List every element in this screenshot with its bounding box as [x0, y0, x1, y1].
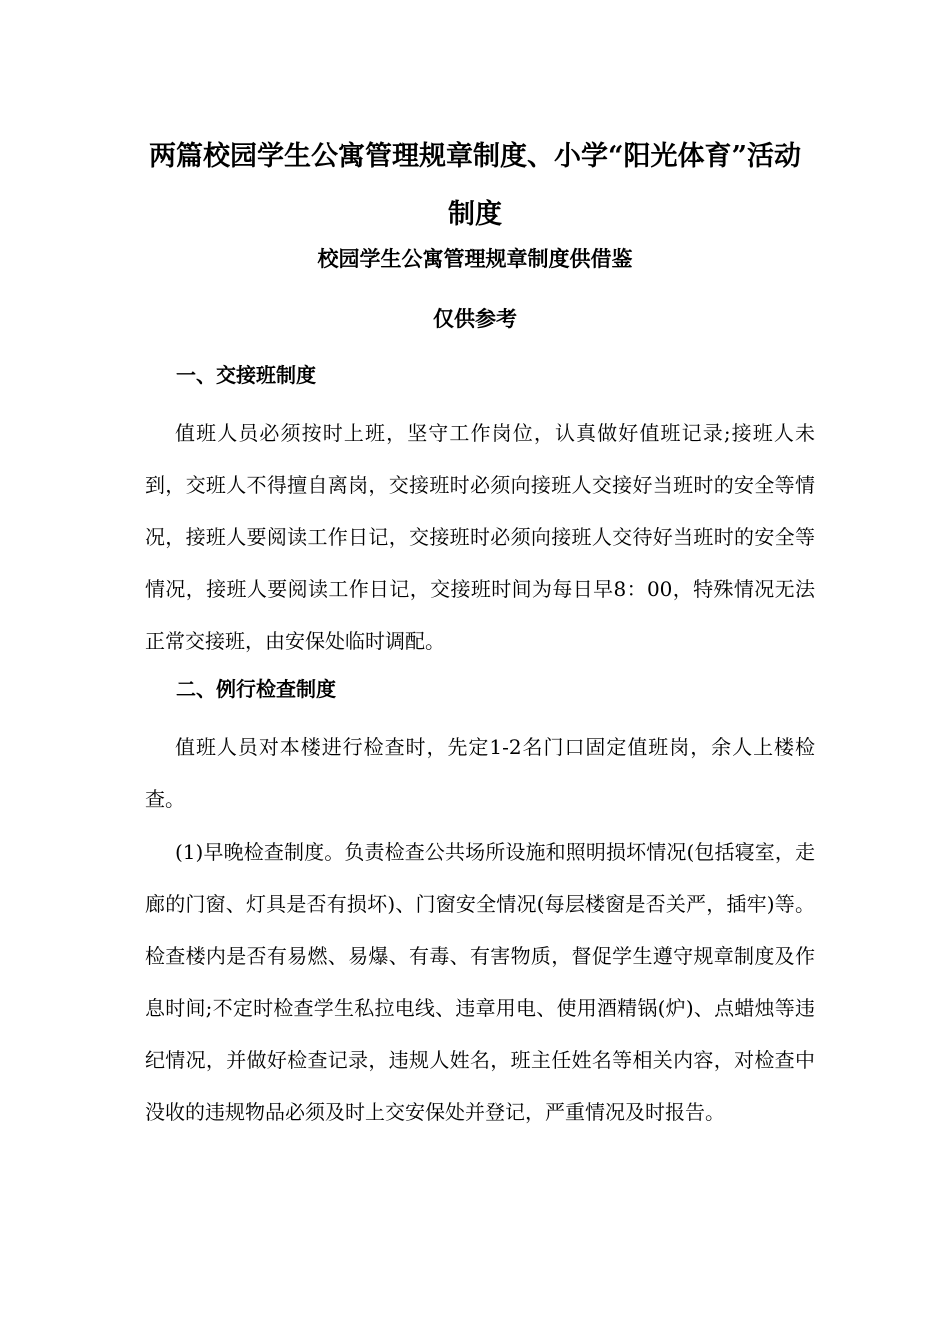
document-title: 两篇校园学生公寓管理规章制度、小学“阳光体育”活动制度 [148, 141, 802, 230]
paragraph-inspection-daily: (1)早晚检查制度。负责检查公共场所设施和照明损坏情况(包括寝室，走廊的门窗、灯具是否有损坏)、门窗安全情况(每层楼窗是否关严，插牢)等。检查楼内是否有易燃、易爆、有毒、有害物质，督促学生遵守规章制度及作息时间;不定时检查学生私拉电线、违章用电、使用酒精锅(炉)、点蜡烛等违纪情况，并做好检查记录，违规人姓名，班主任姓名等相关内容，对检查中没收的违规物品必须及时上交安保处并登记，严重情况及时报告。 [145, 840, 815, 1124]
section-heading-handover: 一、交接班制度 [176, 363, 316, 387]
paragraph-handover: 值班人员必须按时上班，坚守工作岗位，认真做好值班记录;接班人未到，交班人不得擅自离岗，交接班时必须向接班人交接好当班时的安全等情况，接班人要阅读工作日记，交接班时必须向接班人交待好当班时的安全等情况，接班人要阅读工作日记，交接班时间为每日早8：00，特殊情况无法正常交接班，由安保处临时调配。 [145, 421, 815, 653]
paragraph-inspection-intro: 值班人员对本楼进行检查时，先定1-2名门口固定值班岗，余人上楼检查。 [145, 735, 815, 811]
section-heading-inspection: 二、例行检查制度 [176, 677, 336, 701]
document-subtitle: 校园学生公寓管理规章制度供借鉴 [317, 246, 633, 271]
document-note: 仅供参考 [433, 306, 517, 331]
